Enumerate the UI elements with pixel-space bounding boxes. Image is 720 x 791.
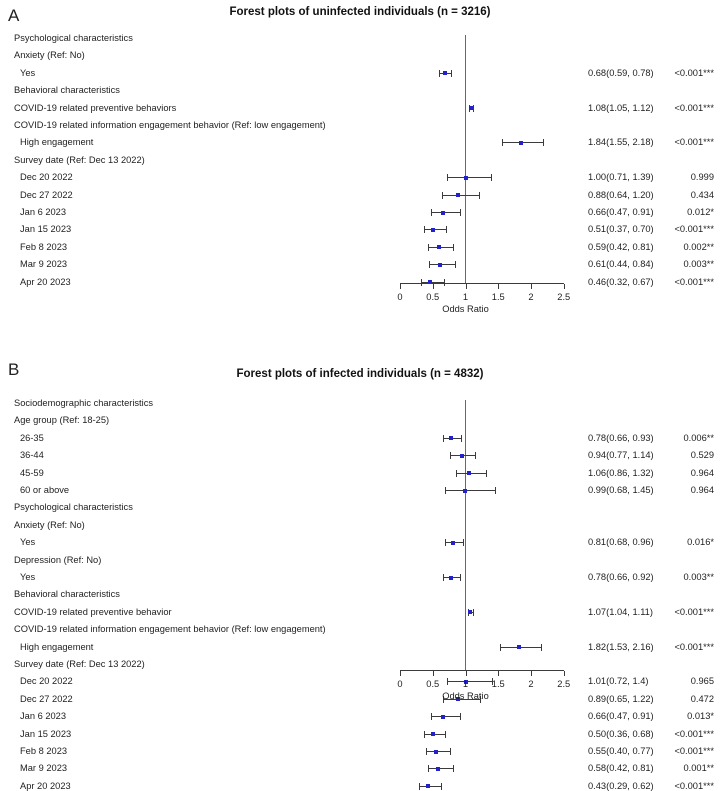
estimate-ci-text: 0.88(0.64, 1.20) xyxy=(588,189,654,200)
ci-lower-cap xyxy=(426,748,427,755)
group-header-label: Survey date (Ref: Dec 13 2022) xyxy=(14,659,145,669)
ci-upper-cap xyxy=(479,192,480,199)
group-header-label: COVID-19 related information engagement behavior (Ref: low engagement) xyxy=(14,624,326,635)
point-estimate-marker xyxy=(467,471,471,475)
ci-lower-cap xyxy=(428,765,429,772)
row-label: Feb 8 2023 xyxy=(20,746,68,756)
x-axis-title: Odds Ratio xyxy=(442,691,489,701)
ci-upper-cap xyxy=(460,713,461,720)
point-estimate-marker xyxy=(441,715,445,719)
p-value-text: 0.964 xyxy=(690,485,714,495)
x-axis-tick-label: 0 xyxy=(397,679,403,689)
ci-lower-cap xyxy=(431,209,432,216)
point-estimate-marker xyxy=(460,454,464,458)
x-axis-line xyxy=(400,283,564,284)
row-label: Jan 15 2023 xyxy=(20,224,72,235)
row-label: Dec 27 2022 xyxy=(20,693,73,704)
group-header-label: Sociodemographic characteristics xyxy=(14,398,153,408)
x-axis-tick-label: 0.5 xyxy=(426,679,440,689)
row-label: Jan 6 2023 xyxy=(20,711,67,722)
ci-lower-cap xyxy=(502,139,503,146)
row-label: Feb 8 2023 xyxy=(20,241,68,252)
x-axis-tick-label: 2 xyxy=(528,292,534,302)
p-value-text: 0.003** xyxy=(683,259,714,270)
p-value-text: <0.001*** xyxy=(674,746,714,756)
row-label: COVID-19 related preventive behavior xyxy=(14,606,172,617)
ci-upper-cap xyxy=(441,783,442,790)
p-value-text: 0.002** xyxy=(683,241,714,252)
x-axis-tick-label: 2 xyxy=(528,679,534,689)
row-label: Yes xyxy=(20,537,36,548)
panel-b-title: Forest plots of infected individuals (n = 4832) xyxy=(236,368,484,380)
point-estimate-marker xyxy=(431,732,435,736)
p-value-text: 0.016* xyxy=(687,537,714,548)
x-axis-tick-label: 0.5 xyxy=(426,292,440,302)
row-label: High engagement xyxy=(20,641,94,652)
point-estimate-marker xyxy=(441,211,445,215)
row-label: Yes xyxy=(20,67,36,78)
estimate-ci-text: 0.55(0.40, 0.77) xyxy=(588,746,654,756)
row-label: 60 or above xyxy=(20,485,70,495)
point-estimate-marker xyxy=(463,489,467,493)
x-axis-tick xyxy=(400,284,401,289)
estimate-ci-text: 1.06(0.86, 1.32) xyxy=(588,467,654,478)
confidence-interval-line xyxy=(447,177,492,178)
point-estimate-marker xyxy=(456,193,460,197)
row-label: 36-44 xyxy=(20,450,44,461)
point-estimate-marker xyxy=(519,141,523,145)
ci-upper-cap xyxy=(473,105,474,112)
point-estimate-marker xyxy=(451,541,455,545)
p-value-text: 0.001** xyxy=(683,763,714,774)
x-axis-tick xyxy=(466,671,467,676)
p-value-text: <0.001*** xyxy=(674,641,714,652)
row-label: Mar 9 2023 xyxy=(20,259,68,270)
x-axis-tick xyxy=(400,671,401,676)
group-header-label: Age group (Ref: 18-25) xyxy=(14,415,110,426)
group-header-label: Psychological characteristics xyxy=(14,502,133,513)
point-estimate-marker xyxy=(431,228,435,232)
group-header-label: COVID-19 related information engagement behavior (Ref: low engagement) xyxy=(14,120,326,130)
x-axis-title: Odds Ratio xyxy=(442,304,489,314)
row-label: 26-35 xyxy=(20,432,44,443)
ci-upper-cap xyxy=(460,574,461,581)
ci-upper-cap xyxy=(495,487,496,494)
estimate-ci-text: 1.07(1.04, 1.11) xyxy=(588,606,653,617)
x-axis-tick-label: 0 xyxy=(397,292,403,302)
row-label: Apr 20 2023 xyxy=(20,276,71,287)
estimate-ci-text: 0.68(0.59, 0.78) xyxy=(588,67,654,78)
p-value-text: 0.999 xyxy=(690,172,714,183)
panel-a-title: Forest plots of uninfected individuals (n = 3216) xyxy=(229,6,491,18)
p-value-text: 0.434 xyxy=(690,189,714,200)
estimate-ci-text: 0.78(0.66, 0.93) xyxy=(588,432,654,443)
x-axis-tick-label: 1 xyxy=(462,679,469,689)
panel-a-letter: A xyxy=(8,6,20,25)
p-value-text: <0.001*** xyxy=(674,137,714,148)
panel-b-letter: B xyxy=(8,360,20,379)
p-value-text: <0.001*** xyxy=(674,224,714,235)
ci-lower-cap xyxy=(424,226,425,233)
row-label: Dec 20 2022 xyxy=(20,676,73,687)
x-axis-tick xyxy=(498,284,499,289)
p-value-text: <0.001*** xyxy=(674,606,714,617)
ci-upper-cap xyxy=(543,139,544,146)
group-header-label: Psychological characteristics xyxy=(14,33,133,43)
x-axis-tick xyxy=(433,284,434,289)
ci-lower-cap xyxy=(445,487,446,494)
x-axis-tick xyxy=(433,671,434,676)
estimate-ci-text: 0.78(0.66, 0.92) xyxy=(588,572,654,582)
group-header-label: Behavioral characteristics xyxy=(14,85,120,96)
ci-upper-cap xyxy=(453,765,454,772)
p-value-text: 0.006** xyxy=(683,432,714,443)
x-axis-tick-label: 2.5 xyxy=(557,292,571,302)
estimate-ci-text: 0.59(0.42, 0.81) xyxy=(588,241,654,252)
estimate-ci-text: 0.46(0.32, 0.67) xyxy=(588,276,654,287)
row-label: Jan 6 2023 xyxy=(20,207,67,217)
row-label: Mar 9 2023 xyxy=(20,763,68,774)
forest-panel-a xyxy=(0,0,720,340)
point-estimate-marker xyxy=(434,750,438,754)
ci-upper-cap xyxy=(453,244,454,251)
estimate-ci-text: 0.43(0.29, 0.62) xyxy=(588,780,654,791)
ci-upper-cap xyxy=(475,452,476,459)
confidence-interval-line xyxy=(442,195,479,196)
row-label: 45-59 xyxy=(20,467,44,478)
point-estimate-marker xyxy=(437,245,441,249)
point-estimate-marker xyxy=(464,176,468,180)
ci-lower-cap xyxy=(439,70,440,77)
estimate-ci-text: 1.01(0.72, 1.4) xyxy=(588,676,649,687)
ci-lower-cap xyxy=(429,261,430,268)
row-label: Dec 27 2022 xyxy=(20,189,73,200)
group-header-label: Survey date (Ref: Dec 13 2022) xyxy=(14,154,145,165)
ci-upper-cap xyxy=(460,209,461,216)
p-value-text: 0.529 xyxy=(690,450,714,461)
p-value-text: 0.472 xyxy=(690,693,714,704)
ci-lower-cap xyxy=(447,174,448,181)
estimate-ci-text: 1.84(1.55, 2.18) xyxy=(588,137,654,148)
point-estimate-marker xyxy=(438,263,442,267)
confidence-interval-line xyxy=(428,768,454,769)
ci-lower-cap xyxy=(428,244,429,251)
ci-lower-cap xyxy=(419,783,420,790)
point-estimate-marker xyxy=(426,784,430,788)
p-value-text: <0.001*** xyxy=(674,102,714,113)
ci-upper-cap xyxy=(446,226,447,233)
p-value-text: 0.964 xyxy=(690,467,714,478)
ci-upper-cap xyxy=(486,470,487,477)
ci-lower-cap xyxy=(443,574,444,581)
reference-line xyxy=(465,400,466,670)
ci-upper-cap xyxy=(541,644,542,651)
estimate-ci-text: 0.99(0.68, 1.45) xyxy=(588,485,654,495)
point-estimate-marker xyxy=(517,645,521,649)
p-value-text: 0.013* xyxy=(687,711,714,722)
confidence-interval-line xyxy=(445,490,495,491)
ci-upper-cap xyxy=(455,261,456,268)
group-header-label: Anxiety (Ref: No) xyxy=(14,519,85,530)
estimate-ci-text: 0.61(0.44, 0.84) xyxy=(588,259,654,270)
p-value-text: 0.012* xyxy=(687,207,714,217)
reference-line xyxy=(465,35,466,283)
ci-upper-cap xyxy=(463,539,464,546)
p-value-text: 0.965 xyxy=(690,676,714,687)
ci-lower-cap xyxy=(450,452,451,459)
p-value-text: <0.001*** xyxy=(674,276,714,287)
ci-lower-cap xyxy=(424,731,425,738)
p-value-text: <0.001*** xyxy=(674,728,714,739)
ci-lower-cap xyxy=(500,644,501,651)
estimate-ci-text: 0.94(0.77, 1.14) xyxy=(588,450,654,461)
estimate-ci-text: 0.58(0.42, 0.81) xyxy=(588,763,654,774)
row-label: Dec 20 2022 xyxy=(20,172,73,183)
point-estimate-marker xyxy=(469,106,473,110)
x-axis-tick xyxy=(564,284,565,289)
ci-upper-cap xyxy=(473,609,474,616)
p-value-text: 0.003** xyxy=(683,572,714,582)
ci-upper-cap xyxy=(445,731,446,738)
estimate-ci-text: 0.66(0.47, 0.91) xyxy=(588,711,654,722)
point-estimate-marker xyxy=(449,576,453,580)
ci-lower-cap xyxy=(442,192,443,199)
x-axis-tick-label: 1 xyxy=(462,292,469,302)
x-axis-tick xyxy=(531,284,532,289)
estimate-ci-text: 1.82(1.53, 2.16) xyxy=(588,641,654,652)
ci-upper-cap xyxy=(461,435,462,442)
ci-lower-cap xyxy=(443,435,444,442)
row-label: COVID-19 related preventive behaviors xyxy=(14,102,177,113)
ci-upper-cap xyxy=(491,174,492,181)
estimate-ci-text: 0.81(0.68, 0.96) xyxy=(588,537,654,548)
estimate-ci-text: 0.66(0.47, 0.91) xyxy=(588,207,654,217)
point-estimate-marker xyxy=(468,610,472,614)
x-axis-tick-label: 1.5 xyxy=(491,292,505,302)
ci-upper-cap xyxy=(450,748,451,755)
estimate-ci-text: 1.08(1.05, 1.12) xyxy=(588,102,654,113)
ci-lower-cap xyxy=(431,713,432,720)
estimate-ci-text: 0.51(0.37, 0.70) xyxy=(588,224,654,235)
x-axis-tick xyxy=(531,671,532,676)
x-axis-line xyxy=(400,670,564,671)
estimate-ci-text: 0.50(0.36, 0.68) xyxy=(588,728,654,739)
ci-upper-cap xyxy=(451,70,452,77)
p-value-text: <0.001*** xyxy=(674,67,714,78)
group-header-label: Anxiety (Ref: No) xyxy=(14,50,85,61)
x-axis-tick xyxy=(466,284,467,289)
row-label: Yes xyxy=(20,572,36,582)
row-label: High engagement xyxy=(20,137,94,148)
row-label: Apr 20 2023 xyxy=(20,780,71,791)
p-value-text: <0.001*** xyxy=(674,780,714,791)
estimate-ci-text: 1.00(0.71, 1.39) xyxy=(588,172,654,183)
ci-lower-cap xyxy=(445,539,446,546)
point-estimate-marker xyxy=(436,767,440,771)
row-label: Jan 15 2023 xyxy=(20,728,72,739)
group-header-label: Depression (Ref: No) xyxy=(14,554,102,565)
point-estimate-marker xyxy=(443,71,447,75)
estimate-ci-text: 0.89(0.65, 1.22) xyxy=(588,693,654,704)
confidence-interval-line xyxy=(426,751,450,752)
forest-panel-b xyxy=(0,340,720,791)
x-axis-tick xyxy=(564,671,565,676)
group-header-label: Behavioral characteristics xyxy=(14,589,120,600)
x-axis-tick-label: 1.5 xyxy=(491,679,505,689)
x-axis-tick-label: 2.5 xyxy=(557,679,571,689)
point-estimate-marker xyxy=(449,436,453,440)
x-axis-tick xyxy=(498,671,499,676)
ci-lower-cap xyxy=(456,470,457,477)
